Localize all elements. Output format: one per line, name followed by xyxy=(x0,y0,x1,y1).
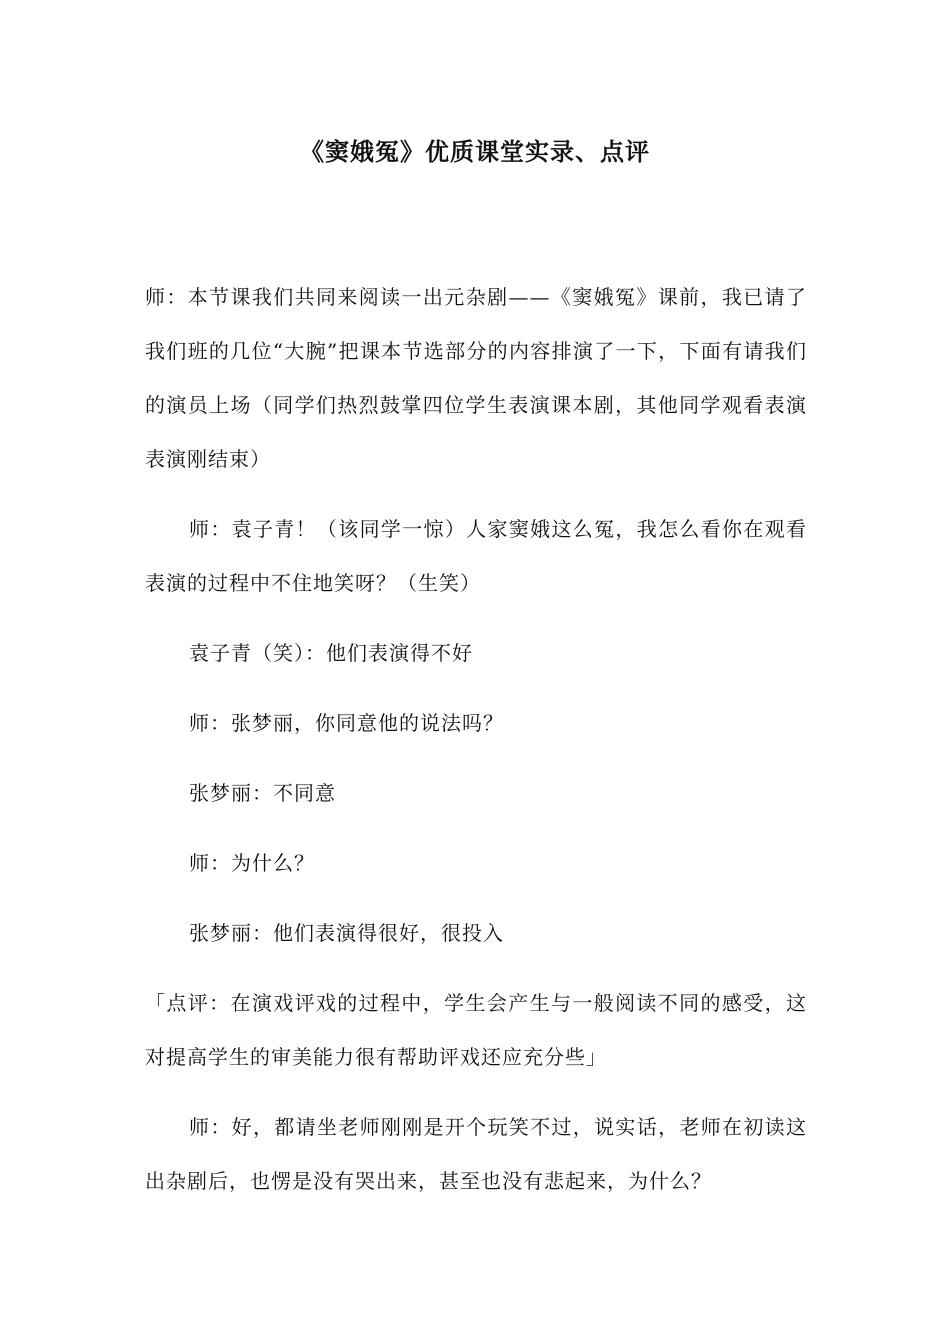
paragraph-commentary: 「点评：在演戏评戏的过程中，学生会产生与一般阅读不同的感受，这对提高学生的审美能力很有帮助评戏还应充分些」 xyxy=(145,991,807,1069)
paragraph-teacher-continue: 师：好，都请坐老师刚刚是开个玩笑不过，说实话，老师在初读这出杂剧后，也愣是没有哭出来，甚至也没有悲起来，为什么？ xyxy=(145,1115,807,1193)
paragraph-student-reason: 张梦丽：他们表演得很好，很投入 xyxy=(189,921,504,945)
paragraph-student-answer: 袁子青（笑）：他们表演得不好 xyxy=(189,641,473,665)
document-title: 《窦娥冤》优质课堂实录、点评 xyxy=(300,138,650,166)
paragraph-teacher-why: 师：为什么？ xyxy=(189,851,315,875)
paragraph-teacher-question: 师：袁子青！（该同学一惊）人家窦娥这么冤，我怎么看你在观看表演的过程中不住地笑呀？（生笑） xyxy=(145,517,807,595)
paragraph-teacher-ask: 师：张梦丽，你同意他的说法吗？ xyxy=(189,711,504,735)
paragraph-intro: 师：本节课我们共同来阅读一出元杂剧——《窦娥冤》课前，我已请了我们班的几位“大腕”把课本节选部分的内容排演了一下，下面有请我们的演员上场（同学们热烈鼓掌四位学生表演课本剧，其他同学观看表演表演刚结束） xyxy=(145,285,807,471)
document-body xyxy=(145,270,807,1224)
paragraph-student-disagree: 张梦丽：不同意 xyxy=(189,781,336,805)
